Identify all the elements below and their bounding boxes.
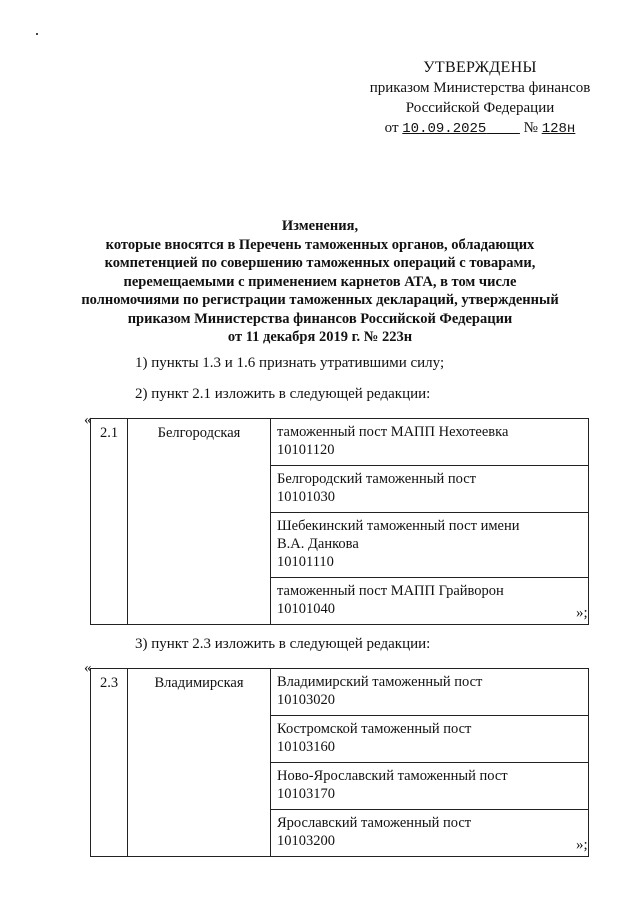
post-cell xyxy=(271,578,589,625)
post-name: Костромской таможенный пост xyxy=(277,721,472,737)
approval-heading: УТВЕРЖДЕНЫ xyxy=(423,59,537,76)
row-number: 2.1 xyxy=(91,419,128,625)
close-quote-1: »; xyxy=(576,605,588,621)
title-line7: от 11 декабря 2019 г. № 223н xyxy=(227,329,413,345)
post-name: Владимирский таможенный пост xyxy=(277,674,483,690)
post-cell xyxy=(271,419,589,466)
post-name: таможенный пост МАПП Грайворон xyxy=(277,583,504,599)
post-name: Белгородский таможенный пост xyxy=(277,471,476,487)
region-name: Владимирская xyxy=(128,669,271,857)
title-line5: полномочиями по регистрации таможенных деклараций, утвержденный xyxy=(81,292,559,308)
date-prefix: от xyxy=(384,120,399,136)
item-3: 3) пункт 2.3 изложить в следующей редакции: xyxy=(135,636,431,652)
title-line3: компетенцией по совершению таможенных операций с товарами, xyxy=(104,255,536,271)
post-name: Шебекинский таможенный пост имени xyxy=(277,518,520,534)
row-number: 2.3 xyxy=(91,669,128,857)
post-cell xyxy=(271,763,589,810)
number-prefix: № xyxy=(523,120,538,136)
post-cell xyxy=(271,810,589,857)
post-name: Ново-Ярославский таможенный пост xyxy=(277,768,508,784)
post-cell xyxy=(271,466,589,513)
post-cell xyxy=(271,716,589,763)
item-1: 1) пункты 1.3 и 1.6 признать утратившими силу; xyxy=(135,355,445,371)
approval-block xyxy=(360,58,600,139)
approval-number: 128н xyxy=(541,121,576,137)
close-quote-2: »; xyxy=(576,837,588,853)
post-name: Ярославский таможенный пост xyxy=(277,815,472,831)
post-name-cont: В.А. Данкова xyxy=(277,536,359,552)
table-row xyxy=(91,669,589,716)
table-row xyxy=(91,419,589,466)
post-cell xyxy=(271,513,589,578)
post-code: 10103200 xyxy=(277,833,335,849)
region-name: Белгородская xyxy=(128,419,271,625)
table-2-3 xyxy=(90,668,589,857)
approval-date-line xyxy=(360,118,600,139)
post-code: 10101120 xyxy=(277,442,335,458)
approval-date: 10.09.2025 xyxy=(402,121,487,137)
post-code: 10103170 xyxy=(277,786,335,802)
title-line6: приказом Министерства финансов Российской Федерации xyxy=(127,310,513,327)
scan-dot xyxy=(36,33,38,35)
table-2-1 xyxy=(90,418,589,625)
item-2: 2) пункт 2.1 изложить в следующей редакции: xyxy=(135,386,431,402)
document-title xyxy=(80,217,560,347)
title-line1: Изменения, xyxy=(281,218,359,234)
post-name: таможенный пост МАПП Нехотеевка xyxy=(277,424,509,440)
open-quote-1: « xyxy=(84,412,92,428)
post-code: 10101110 xyxy=(277,554,334,570)
approval-line2: Российской Федерации xyxy=(405,100,555,116)
post-code: 10101040 xyxy=(277,601,335,617)
post-code: 10103160 xyxy=(277,739,335,755)
title-line2: которые вносятся в Перечень таможенных органов, обладающих xyxy=(105,236,535,253)
post-cell xyxy=(271,669,589,716)
title-line4: перемещаемыми с применением карнетов АТА, в том числе xyxy=(123,273,517,290)
post-code: 10101030 xyxy=(277,489,335,505)
open-quote-2: « xyxy=(84,660,92,676)
approval-line1: приказом Министерства финансов xyxy=(369,80,591,96)
post-code: 10103020 xyxy=(277,692,335,708)
